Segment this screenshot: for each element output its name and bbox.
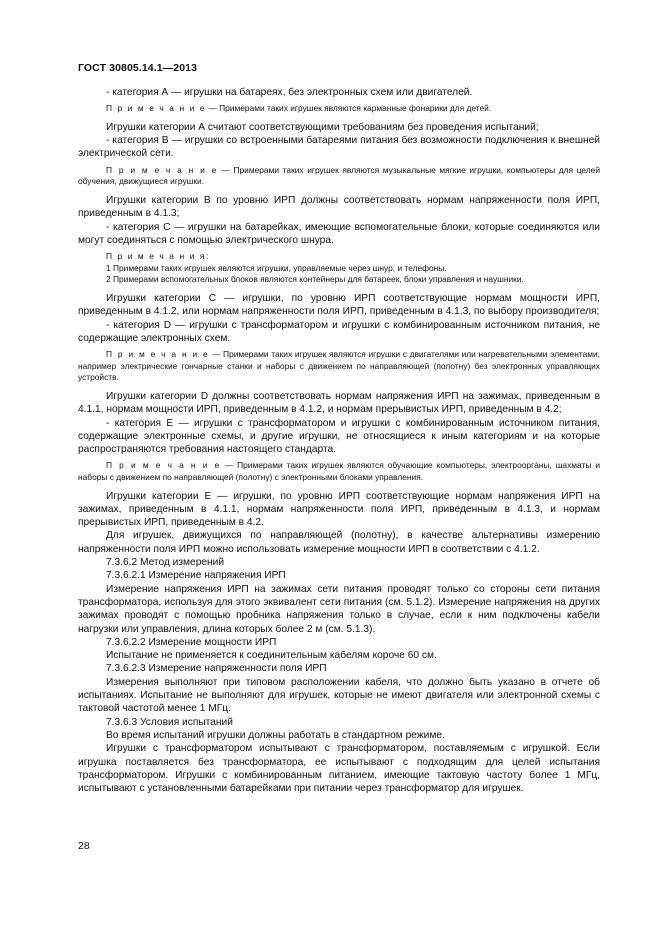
note-text: — Примерами таких игрушек являются карманные фонарики для детей. — [208, 103, 492, 114]
paragraph: Испытание не применяется к соединительным кабелям короче 60 см. — [106, 650, 437, 662]
note-text: — Примерами таких игрушек являются обучающие компьютеры, электрооргáны, шахматы и наборы с движением по направляющей (полотну) с электронными блоками управления. — [78, 460, 600, 482]
paragraph: Игрушки категории А считают соответствующими требованиям без проведения испытаний; — [106, 121, 539, 133]
paragraph: - категория В — игрушки со встроенными батареями питания без возможности подключения к внешней электрической сети. — [78, 135, 600, 160]
paragraph: Во время испытаний игрушки должны работать в стандартном режиме. — [106, 729, 445, 741]
paragraph: Измерения выполняют при типовом расположении кабеля, что должно быть указано в отчете об испытаниях. Испытание не выполняют для игрушек, которые не имеют двигателя или электронной схемы с тактовой частотой менее 1 МГц. — [78, 676, 600, 715]
page-number: 28 — [78, 840, 90, 852]
note-text: — Примерами таких игрушек являются игрушки с двигателями или нагревательными элементами, например электрические гончарные станки и наборы с движением по направляющей (полотну) без электронных управляющих устройств. — [78, 349, 600, 383]
note-lead: П р и м е ч а н и е — [106, 164, 218, 175]
paragraph: Игрушки категории Е — игрушки, по уровню ИРП соответствующие нормам напряжения ИРП на зажимах, приведенным в 4.1.1, нормам напряженности поля ИРП, приведенным в 4.1.3, и нормам прерывистых ИРП, приведенным в 4.2. — [78, 490, 600, 529]
note-list-item: 2 Примерами вспомогательных блоков являются контейнеры для батареек, блоки управления и наушники. — [106, 274, 524, 285]
paragraph: - категория Е — игрушки с трансформатором и игрушки с комбинированным источником питания, содержащие электронные схемы, и другие игрушки, не относящиеся к иным категориям и на которые распространяются требования настоящего стандарта. — [78, 417, 600, 456]
note-list-lead: П р и м е ч а н и я: — [106, 251, 210, 262]
note-text: — Примерами таких игрушек являются музыкальные мягкие игрушки, компьютеры для целей обучения, движущиеся игрушки. — [78, 164, 600, 187]
section-heading: 7.3.6.3 Условия испытаний — [106, 716, 233, 728]
section-heading: 7.3.6.2.1 Измерение напряжения ИРП — [106, 570, 286, 582]
note-lead: П р и м е ч а н и е — [106, 460, 221, 471]
paragraph: Игрушки с трансформатором испытывают с трансформатором, поставляемым с игрушкой. Если игрушка поставляется без трансформатора, ее испытывают с подходящим для целей испытания трансформатором. Игрушки с комбинированным питанием, имеющие тактовую частоту более 1 МГц, испытывают с установленными батарейками при питании через трансформатор для игрушек. — [78, 743, 600, 795]
paragraph: - категория С — игрушки на батарейках, имеющие вспомогательные блоки, которые соединяются или могут соединяться с помощью электрического шнура. — [78, 221, 600, 246]
section-heading: 7.3.6.2.2 Измерение мощности ИРП — [106, 636, 277, 648]
paragraph: - категория А — игрушки на батареях, без электронных схем или двигателей. — [106, 87, 473, 98]
note — [78, 460, 600, 483]
paragraph: Игрушки категории С — игрушки, по уровню ИРП соответствующие нормам мощности ИРП, приведенным в 4.1.2, или нормам напряженности поля ИРП, приведенным в 4.1.3, по выбору производителя; — [78, 292, 600, 318]
paragraph: Для игрушек, движущихся по направляющей (полотну), в качестве альтернативы измерению напряженности поля ИРП можно использовать измерение мощности ИРП в соответствии с 4.1.2. — [78, 530, 600, 555]
document-body — [78, 86, 600, 795]
section-heading: 7.3.6.2 Метод измерений — [106, 557, 225, 569]
note — [78, 103, 600, 115]
paragraph: - категория D — игрушки с трансформатором и игрушки с комбинированным источником питания, не содержащие электронных схем. — [78, 319, 600, 344]
document-header: ГОСТ 30805.14.1—2013 — [78, 62, 198, 74]
note-lead: П р и м е ч а н и е — [106, 349, 210, 360]
note-lead: П р и м е ч а н и е — [106, 103, 207, 114]
section-heading: 7.3.6.2.3 Измерение напряженности поля ИРП — [106, 663, 327, 675]
note — [78, 349, 600, 384]
paragraph: Игрушки категории В по уровню ИРП должны соответствовать нормам напряженности поля ИРП, приведенным в 4.1.3; — [78, 194, 600, 220]
note — [78, 165, 600, 188]
note-list-item: 1 Примерами таких игрушек являются игрушки, управляемые через шнур, и телефоны. — [106, 262, 447, 273]
paragraph: Игрушки категории D должны соответствовать нормам напряжения ИРП на зажимах, приведенным в 4.1.1, нормам мощности ИРП, приведенным в 4.1.2, и нормам прерывистых ИРП, приведенным в 4.2; — [78, 390, 600, 416]
paragraph: Измерение напряжения ИРП на зажимах сети питания проводят только со стороны сети питания трансформатора, используя для этого эквивалент сети питания (см. 5.1.2). Измерение напряжения на других зажимах проводят с помощью пробника напряжения только в случае, если к ним подключены кабели нагрузки или управления, длина которых более 2 м (см. 5.1.3). — [78, 583, 600, 635]
